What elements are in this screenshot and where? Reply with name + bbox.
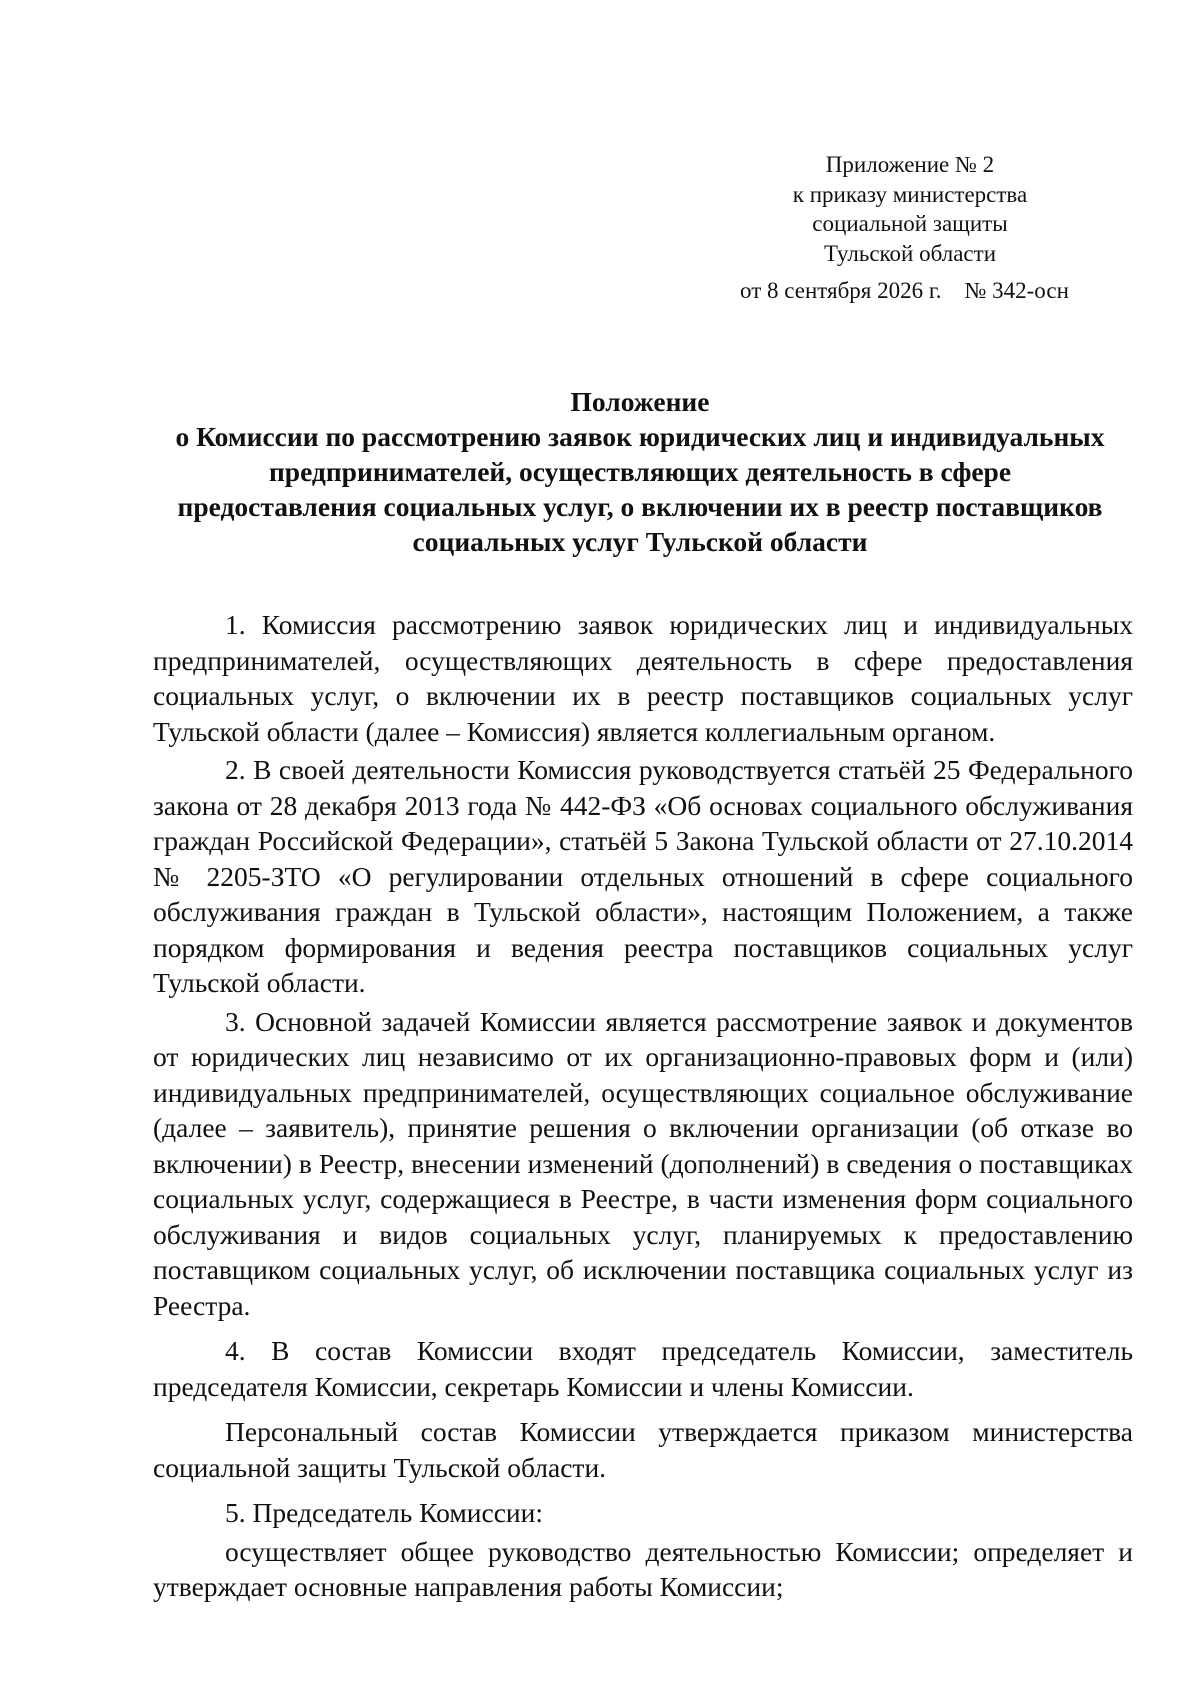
title-line: предоставления социальных услуг, о включении их в реестр поставщиков [177,491,1103,522]
paragraph-5: 5. Председатель Комиссии: [225,1497,543,1528]
annex-region: Тульской области [823,240,997,266]
title-line: предпринимателей, осуществляющих деятельность в сфере [268,456,1012,487]
title-line: социальных услуг Тульской области [412,526,868,557]
paragraph-2: 2. В своей деятельности Комиссия руководствуется статьёй 25 Федерального закона от 28 декабря 2013 года № 442-ФЗ «Об основах социального обслуживания граждан Российской Федерации», статьёй 5 Закона Тульской области от 27.10.2014 № 2205-ЗТО «О регулировании отдельных отношений в сфере социального обслуживания граждан в Тульской области», настоящим Положением, а также порядком формирования и ведения реестра поставщиков социальных услуг Тульской области. [153,754,1133,998]
paragraph-chair-duties: осуществляет общее руководство деятельностью Комиссии; определяет и утверждает основные направления работы Комиссии; [153,1535,1133,1602]
paragraph-1: 1. Комиссия рассмотрению заявок юридических лиц и индивидуальных предпринимателей, осуществляющих деятельность в сфере предоставления социальных услуг, о включении их в реестр поставщиков социальных услуг Тульской области (далее – Комиссия) является коллегиальным органом. [153,609,1133,747]
annex-ministry: социальной защиты [812,211,1008,236]
annex-block [730,150,1090,268]
annex-order-reference: к приказу министерства [792,181,1028,207]
paragraph-personnel: Персональный состав Комиссии утверждается приказом министерства социальной защиты Тульской области. [153,1416,1133,1483]
document-title [140,384,1140,559]
annex-number: Приложение № 2 [825,152,995,177]
document-body [153,607,1133,1605]
paragraph-4: 4. В состав Комиссии входят председатель Комиссии, заместитель председателя Комиссии, секретарь Комиссии и члены Комиссии. [153,1335,1133,1402]
title-heading: Положение [570,386,710,417]
paragraph-3: 3. Основной задачей Комиссии является рассмотрение заявок и документов от юридических лиц независимо от их организационно-правовых форм и (или) индивидуальных предпринимателей, осуществляющих социальное обслуживание (далее – заявитель), принятие решения о включении организации (об отказе во включении) в Реестр, внесении изменений (дополнений) в сведения о поставщиках социальных услуг, содержащиеся в Реестре, в части изменения форм социального обслуживания и видов социальных услуг, планируемых к предоставлению поставщиком социальных услуг, об исключении поставщика социальных услуг из Реестра. [153,1005,1133,1321]
title-line: о Комиссии по рассмотрению заявок юридических лиц и индивидуальных [175,421,1105,452]
annex-date-number: от 8 сентября 2026 г. № 342-осн [740,278,1069,303]
